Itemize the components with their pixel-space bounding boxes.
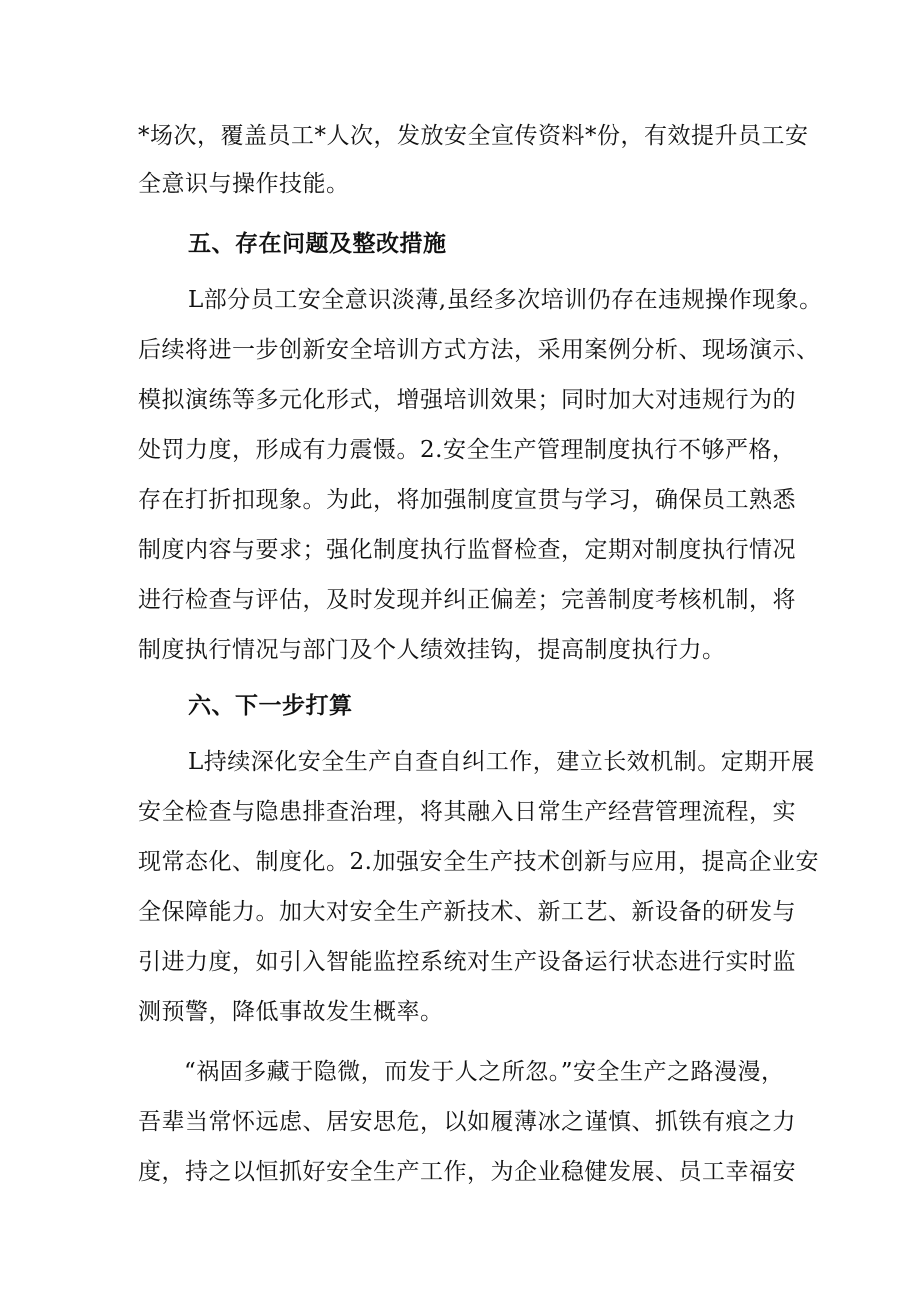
paragraph-line: 存在打折扣现象。为此，将加强制度宣贯与学习，确保员工熟悉 bbox=[138, 487, 796, 513]
paragraph-line: 全保障能力。加大对安全生产新技术、新工艺、新设备的研发与 bbox=[138, 899, 796, 925]
paragraph-line: 后续将进一步创新安全培训方式方法，采用案例分析、现场演示、 bbox=[138, 337, 820, 363]
paragraph-line: 进行检查与评估，及时发现并纠正偏差；完善制度考核机制，将 bbox=[138, 587, 796, 613]
paragraph-line: 处罚力度，形成有力震慑。2.安全生产管理制度执行不够严格， bbox=[138, 437, 796, 463]
paragraph-line: L部分员工安全意识淡薄,虽经多次培训仍存在违规操作现象。 bbox=[188, 287, 823, 313]
paragraph-line: 安全检查与隐患排查治理，将其融入日常生产经营管理流程，实 bbox=[138, 799, 796, 825]
paragraph-line: “祸固多藏于隐微，而发于人之所忽。”安全生产之路漫漫， bbox=[184, 1059, 785, 1085]
paragraph-line: 模拟演练等多元化形式，增强培训效果；同时加大对违规行为的 bbox=[138, 387, 796, 413]
paragraph-line: *场次，覆盖员工*人次，发放安全宣传资料*份，有效提升员工安 bbox=[138, 123, 809, 149]
paragraph-line: 度，持之以恒抓好安全生产工作，为企业稳健发展、员工幸福安 bbox=[138, 1159, 796, 1185]
paragraph-line: L持续深化安全生产自查自纠工作，建立长效机制。定期开展 bbox=[188, 749, 815, 775]
paragraph-line: 制度内容与要求；强化制度执行监督检查，定期对制度执行情况 bbox=[138, 537, 796, 563]
paragraph-line: 吾辈当常怀远虑、居安思危，以如履薄冰之谨慎、抓铁有痕之力 bbox=[138, 1109, 796, 1135]
paragraph-line: 现常态化、制度化。2.加强安全生产技术创新与应用，提高企业安 bbox=[138, 849, 819, 875]
paragraph-line: 引进力度，如引入智能监控系统对生产设备运行状态进行实时监 bbox=[138, 949, 796, 975]
paragraph-line: 全意识与操作技能。 bbox=[138, 171, 350, 197]
section-heading: 六、下一步打算 bbox=[188, 692, 353, 719]
paragraph-line: 测预警，降低事故发生概率。 bbox=[138, 999, 444, 1025]
paragraph-line: 制度执行情况与部门及个人绩效挂钩，提高制度执行力。 bbox=[138, 637, 726, 663]
section-heading: 五、存在问题及整改措施 bbox=[188, 230, 447, 257]
